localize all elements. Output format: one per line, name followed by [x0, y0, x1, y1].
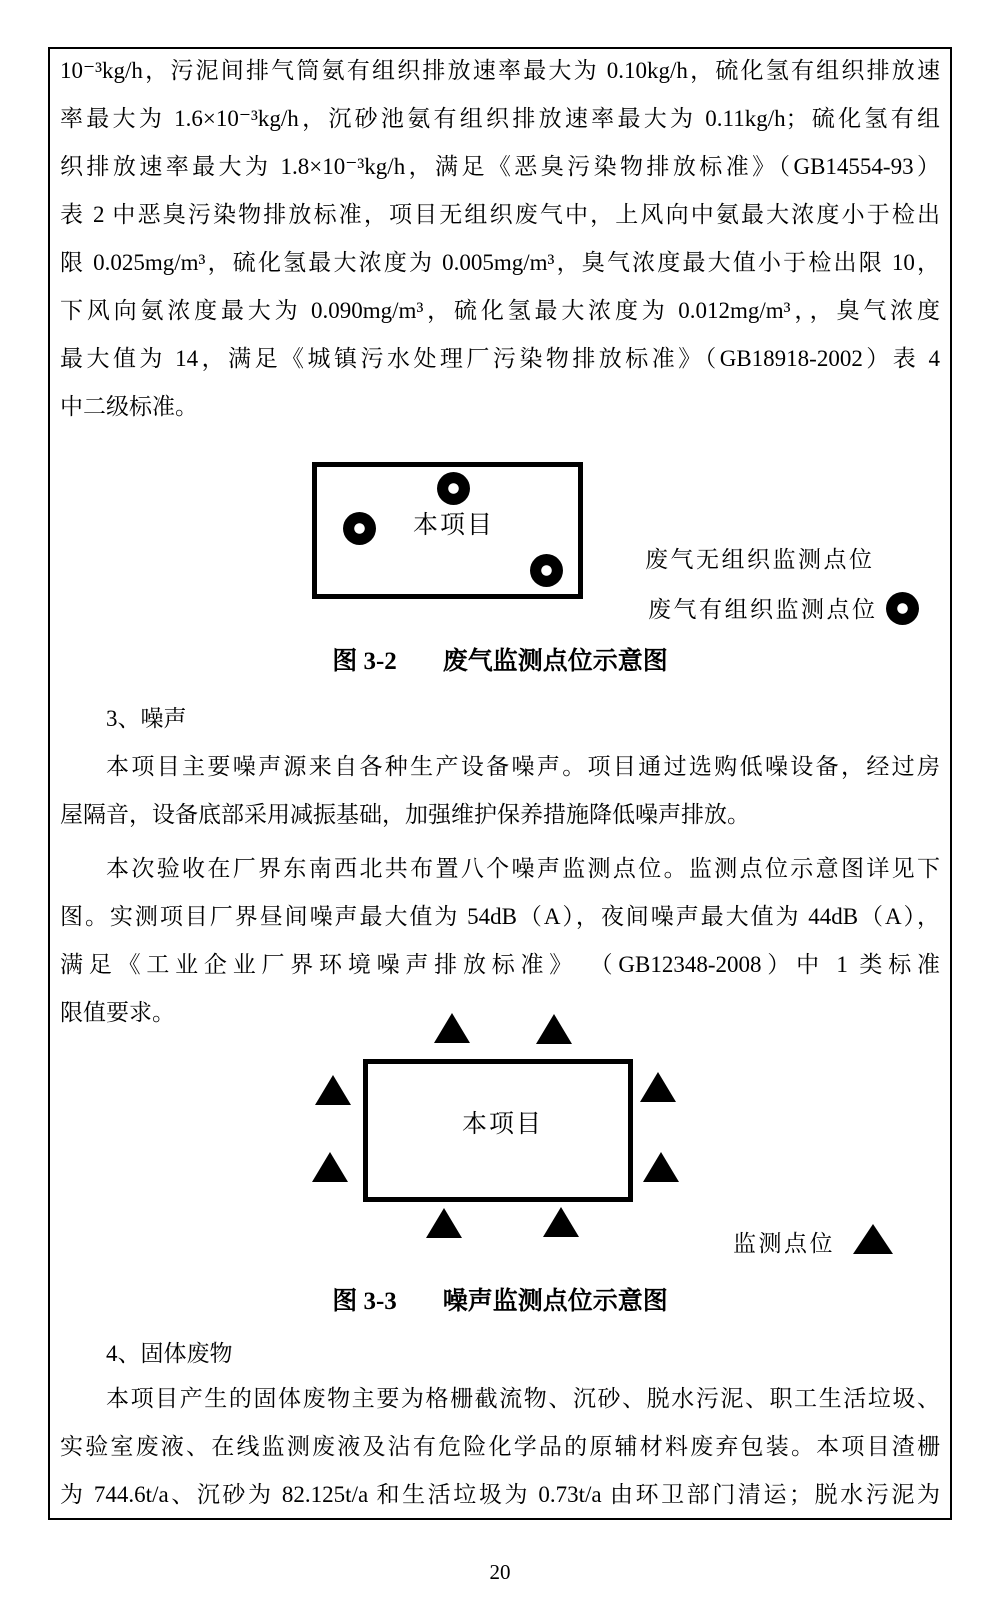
figure-caption-gas-label: 图 3-2: [332, 648, 397, 675]
text-line: 图。实测项目厂界昼间噪声最大值为 54dB（A），夜间噪声最大值为 44dB（A），: [60, 904, 940, 929]
figure-caption-gas: [60, 638, 940, 686]
noise-monitoring-point-icon: [434, 1013, 470, 1043]
text-line: 本项目主要噪声源来自各种生产设备噪声。项目通过选购低噪设备，经过房: [106, 754, 940, 779]
legend-noise-point-icon: [853, 1224, 893, 1254]
section-heading-solid-waste: 4、固体废物: [106, 1341, 233, 1366]
text-line: 本次验收在厂界东南西北共布置八个噪声监测点位。监测点位示意图详见下: [106, 856, 940, 881]
noise-monitoring-point-icon: [426, 1208, 462, 1238]
legend-unorganized-gas-label: 废气无组织监测点位: [645, 547, 875, 572]
gas-figure-project-label: 本项目: [413, 511, 495, 539]
legend-organized-gas-label: 废气有组织监测点位: [648, 597, 878, 622]
gas-monitoring-point-icon: [343, 512, 376, 545]
text-line: 10⁻³kg/h，污泥间排气筒氨有组织排放速率最大为 0.10kg/h，硫化氢有组织排放速: [60, 58, 940, 83]
text-line: 满足《工业企业厂界环境噪声排放标准》 （GB12348-2008）中 1 类标准: [60, 952, 940, 977]
noise-monitoring-point-icon: [640, 1072, 676, 1102]
legend-organized-gas-point-icon: [886, 592, 919, 625]
paragraph-noise-sources: [60, 743, 940, 839]
text-line: 限 0.025mg/m³，硫化氢最大浓度为 0.005mg/m³，臭气浓度最大值小于检出限 10，: [60, 250, 940, 275]
noise-monitoring-point-icon: [315, 1075, 351, 1105]
text-line: 织排放速率最大为 1.8×10⁻³kg/h，满足《恶臭污染物排放标准》（GB14554-93）: [60, 154, 940, 179]
noise-monitoring-point-icon: [536, 1014, 572, 1044]
paragraph-gas-results: [60, 47, 940, 431]
text-line: 实验室废液、在线监测废液及沾有危险化学品的原辅材料废弃包装。本项目渣栅: [60, 1434, 940, 1459]
gas-monitoring-point-icon: [530, 554, 563, 587]
noise-figure-project-label: 本项目: [462, 1110, 544, 1138]
figure-caption-noise: [60, 1278, 940, 1326]
figure-caption-gas-title: 废气监测点位示意图: [442, 648, 668, 675]
figure-caption-noise-title: 噪声监测点位示意图: [442, 1288, 668, 1315]
text-line: 最大值为 14，满足《城镇污水处理厂污染物排放标准》（GB18918-2002）表 4: [60, 346, 940, 371]
figure-caption-noise-label: 图 3-3: [332, 1288, 397, 1315]
text-line: 中二级标准。: [60, 394, 198, 419]
gas-monitoring-point-icon: [437, 472, 470, 505]
text-line: 为 744.6t/a、沉砂为 82.125t/a 和生活垃圾为 0.73t/a 由环卫部门清运；脱水污泥为: [60, 1482, 940, 1507]
text-line: 本项目产生的固体废物主要为格栅截流物、沉砂、脱水污泥、职工生活垃圾、: [106, 1386, 940, 1411]
text-line: 率最大为 1.6×10⁻³kg/h，沉砂池氨有组织排放速率最大为 0.11kg/h；硫化氢有组: [60, 106, 940, 131]
paragraph-noise-results: [60, 845, 940, 1037]
text-line: 下风向氨浓度最大为 0.090mg/m³，硫化氢最大浓度为 0.012mg/m³，，臭气浓度: [60, 298, 940, 323]
paragraph-solid-waste: [60, 1375, 940, 1519]
text-line: 表 2 中恶臭污染物排放标准，项目无组织废气中，上风向中氨最大浓度小于检出: [60, 202, 940, 227]
legend-noise-point-label: 监测点位: [733, 1231, 835, 1256]
page-number: 20: [489, 1560, 511, 1584]
noise-monitoring-point-icon: [543, 1207, 579, 1237]
noise-monitoring-point-icon: [312, 1152, 348, 1182]
section-heading-noise: 3、噪声: [106, 706, 187, 731]
text-line: 限值要求。: [60, 1000, 175, 1025]
noise-monitoring-point-icon: [643, 1152, 679, 1182]
text-line: 屋隔音，设备底部采用减振基础，加强维护保养措施降低噪声排放。: [60, 802, 750, 827]
